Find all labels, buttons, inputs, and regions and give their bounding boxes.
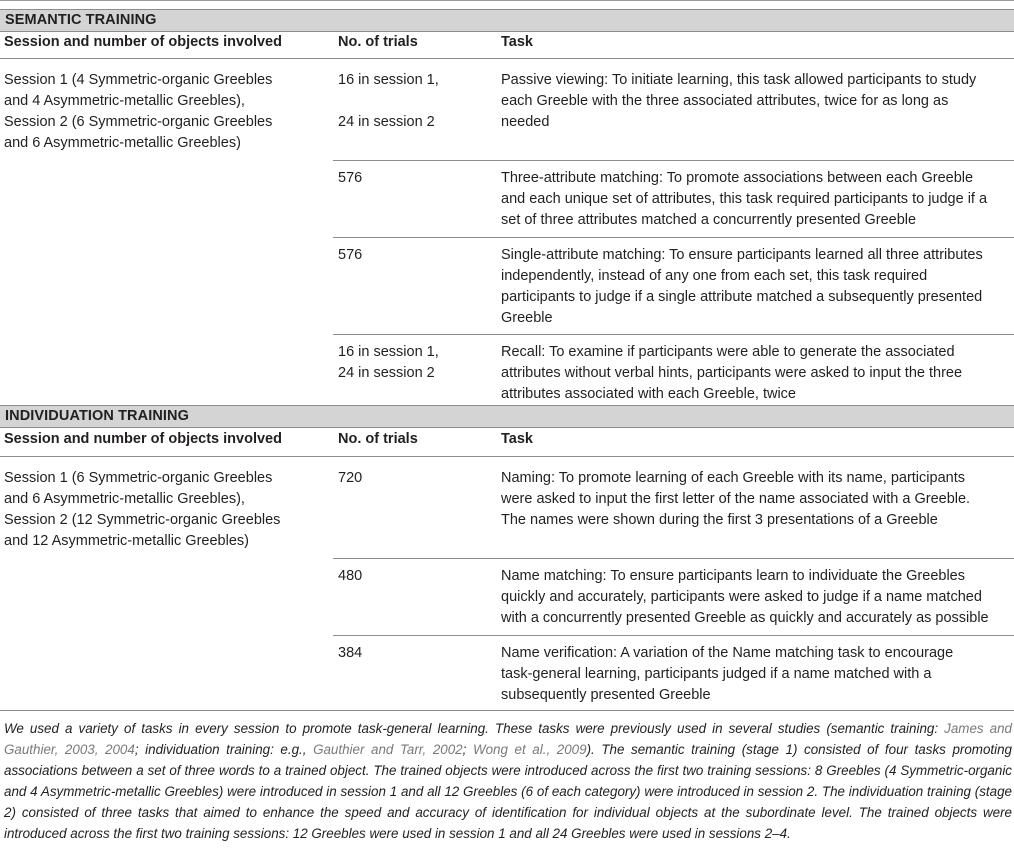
session-cell-semantic: Session 1 (4 Symmetric-organic Greebles and 4 Asymmetric-metallic Greebles), Session 2 (6 Symmetric-organic Greebles and 6 Asymmetric-metallic Greebles) — [4, 72, 273, 151]
task-cell: Naming: To promote learning of each Greeble with its name, participants were asked to input the first letter of the name associated with a Greeble. The names were shown during the first 3 presentations of a Greeble — [501, 470, 971, 528]
row-divider — [333, 334, 1014, 335]
column-header-trials: No. of trials — [338, 431, 418, 447]
task-cell: Name verification: A variation of the Name matching task to encourage task-general learning, participants judged if a name matched with a subsequently presented Greeble — [501, 645, 954, 703]
header-rule — [0, 58, 1014, 59]
citation-link[interactable]: James and Gauthier, 2003, 2004 — [4, 721, 1012, 757]
column-header-trials: No. of trials — [338, 34, 418, 50]
table-bottom-rule — [0, 710, 1014, 711]
trials-cell: 576 — [338, 247, 363, 263]
citation-link[interactable]: Gauthier and Tarr, 2002 — [313, 742, 463, 757]
session-cell-individuation: Session 1 (6 Symmetric-organic Greebles and 6 Asymmetric-metallic Greebles), Session 2 (12 Symmetric-organic Greebles and 12 Asymmetric-metallic Greebles) — [4, 470, 281, 549]
row-divider — [333, 635, 1014, 636]
trials-cell: 720 — [338, 470, 363, 486]
section-title-semantic: SEMANTIC TRAINING — [5, 12, 157, 28]
section-title-individuation: INDIVIDUATION TRAINING — [5, 408, 189, 424]
trials-cell: 384 — [338, 645, 363, 661]
trials-cell: 576 — [338, 170, 363, 186]
task-cell: Passive viewing: To initiate learning, this task allowed participants to study each Greeble with the three associated attributes, twice for as long as needed — [501, 72, 977, 130]
citation-link[interactable]: Wong et al., 2009 — [472, 742, 587, 757]
row-divider — [333, 558, 1014, 559]
task-cell: Single-attribute matching: To ensure participants learned all three attributes independently, instead of any one from each set, this task required participants to judge if a single attribute matched a subsequently presented Greeble — [501, 247, 983, 326]
column-header-task: Task — [501, 431, 533, 447]
header-rule — [0, 456, 1014, 457]
trials-cell: 480 — [338, 568, 363, 584]
row-divider — [333, 237, 1014, 238]
trials-cell: 16 in session 1, 24 in session 2 — [338, 72, 439, 130]
column-header-task: Task — [501, 34, 533, 50]
table-footnote: We used a variety of tasks in every session to promote task-general learning. These tasks were previously used in several studies (semantic training: James and Gauthier, 2003, 2004; individuation training: e.g., Gauthier and Tarr, 2002; Wong et al., 2009). The semantic training (stage 1) consisted of four tasks promoting associations between a set of three words to a trained object. The trained objects were introduced across the first two training sessions: 8 Greebles (4 Symmetric-organic and 4 Asymmetric-metallic Greebles) were introduced in session 1 and all 12 Greebles (6 of each category) were introduced in session 2. The individuation training (stage 2) consisted of three tasks that aimed to enhance the speed and accuracy of identification for individual objects at the subordinate level. The trained objects were introduced across the first two training sessions: 12 Greebles were used in session 1 and all 24 Greebles were used in sessions 2–4. — [4, 721, 1012, 841]
row-divider — [333, 160, 1014, 161]
column-header-session: Session and number of objects involved — [4, 431, 282, 447]
top-rule — [0, 0, 1014, 1]
task-cell: Three-attribute matching: To promote associations between each Greeble and each unique set of attributes, this task required participants to judge if a set of three attributes matched a concurrently presented Greeble — [501, 170, 988, 228]
trials-cell: 16 in session 1, 24 in session 2 — [338, 344, 439, 381]
task-cell: Recall: To examine if participants were able to generate the associated attributes without verbal hints, participants were asked to input the three attributes associated with each Greeble, twice — [501, 344, 963, 402]
section-header-semantic — [0, 9, 1014, 32]
task-cell: Name matching: To ensure participants learn to individuate the Greebles quickly and accurately, participants were asked to judge if a name matched with a concurrently presented Greeble as quickly and accurately as possible — [501, 568, 989, 626]
column-header-session: Session and number of objects involved — [4, 34, 282, 50]
section-header-individuation — [0, 405, 1014, 428]
